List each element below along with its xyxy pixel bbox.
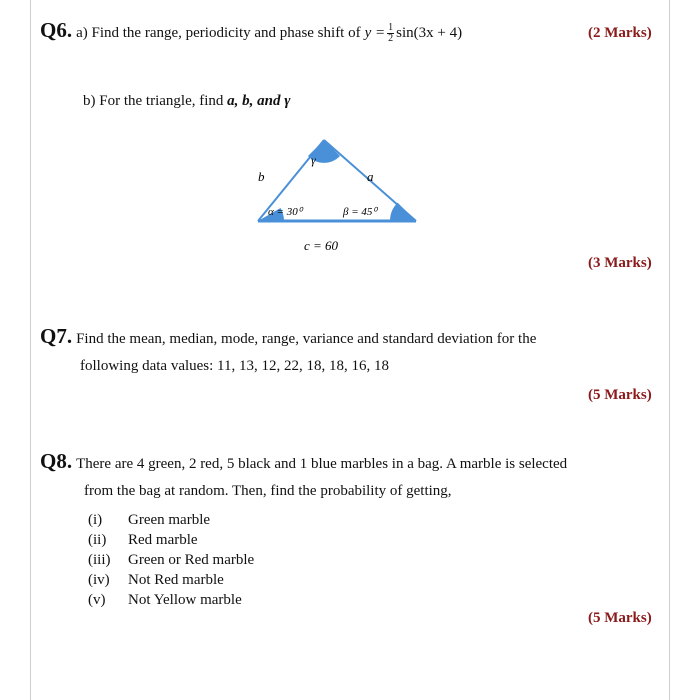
side-b-label: b bbox=[258, 169, 265, 184]
q6-line bbox=[40, 18, 462, 44]
q8-number: Q8. bbox=[40, 449, 73, 473]
q8-line1 bbox=[40, 449, 567, 474]
q7-marks: (5 Marks) bbox=[588, 387, 652, 403]
q6b-vars: a, b, and γ bbox=[227, 93, 291, 109]
q6a-prompt: a) Find the range, periodicity and phase shift of bbox=[76, 25, 361, 41]
side-a-label: a bbox=[367, 169, 374, 184]
list-item: (v) Not Yellow marble bbox=[88, 592, 242, 608]
q8-text-line2: from the bag at random. Then, find the probability of getting, bbox=[84, 483, 452, 499]
q7-text-line1: Find the mean, median, mode, range, variance and standard deviation for the bbox=[76, 331, 537, 347]
list-item: (iii) Green or Red marble bbox=[88, 552, 255, 568]
q6a-marks: (2 Marks) bbox=[588, 25, 652, 41]
frac-numerator: 1 bbox=[388, 21, 394, 33]
list-item: (iv) Not Red marble bbox=[88, 572, 224, 588]
beta-label: β = 45⁰ bbox=[343, 206, 377, 218]
list-item: (ii) Red marble bbox=[88, 532, 198, 548]
gamma-label: γ bbox=[311, 153, 316, 167]
triangle-diagram bbox=[240, 130, 430, 260]
q6b-marks: (3 Marks) bbox=[588, 255, 652, 271]
q6a-fraction bbox=[387, 23, 394, 44]
side-c-label: c = 60 bbox=[304, 238, 339, 253]
q7-text-line2: following data values: 11, 13, 12, 22, 18, 18, 16, 18 bbox=[80, 358, 389, 374]
q8-marks: (5 Marks) bbox=[588, 610, 652, 626]
q6a-eq-rhs: sin(3x + 4) bbox=[396, 25, 463, 41]
alpha-label: α = 30⁰ bbox=[268, 206, 303, 218]
q7-line1 bbox=[40, 324, 536, 349]
q6a-eq-lhs: y = bbox=[364, 25, 386, 41]
frac-denominator: 2 bbox=[388, 32, 394, 44]
q8-text-line1: There are 4 green, 2 red, 5 black and 1 blue marbles in a bag. A marble is selected bbox=[76, 456, 568, 472]
list-item: (i) Green marble bbox=[88, 512, 211, 528]
q6b-line bbox=[83, 93, 290, 110]
q7-number: Q7. bbox=[40, 324, 73, 348]
q8-options-list bbox=[88, 510, 254, 610]
q6b-prompt: b) For the triangle, find bbox=[83, 93, 224, 109]
q6-number: Q6. bbox=[40, 18, 73, 42]
